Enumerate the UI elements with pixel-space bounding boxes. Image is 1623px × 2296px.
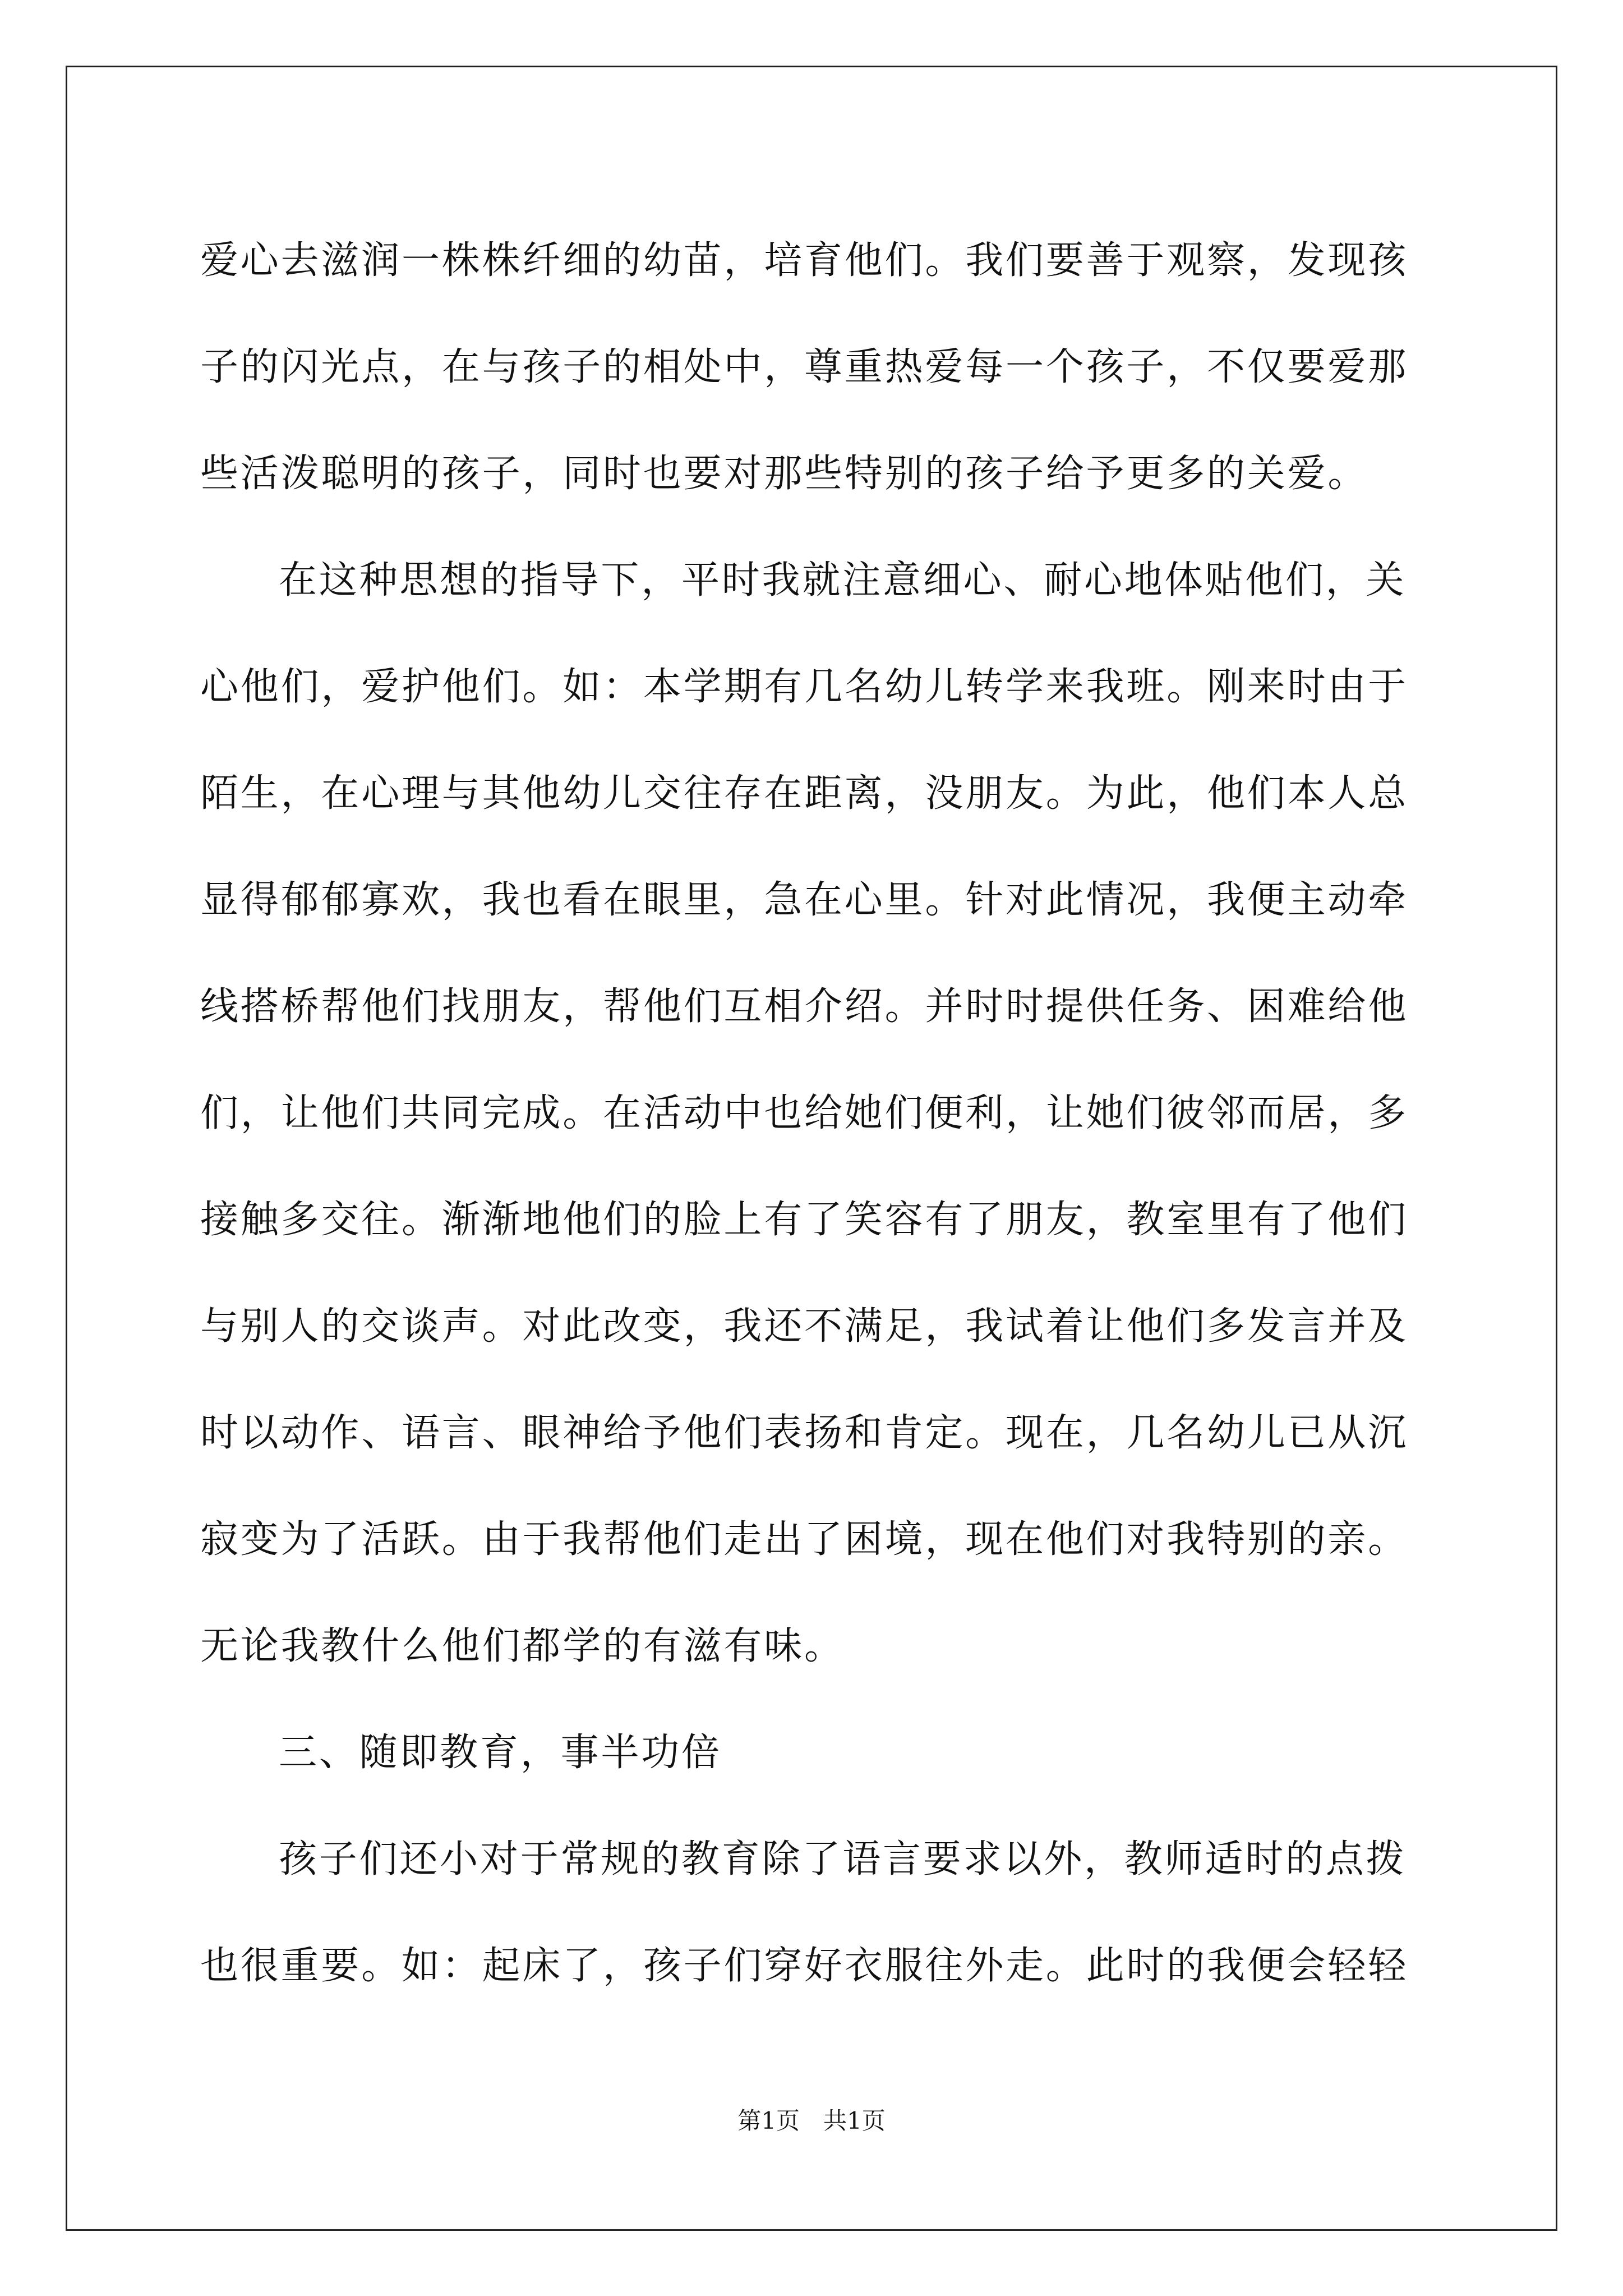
text-line: 爱心去滋润一株株纤细的幼苗，培育他们。我们要善于观察，发现孩 [200, 238, 1409, 283]
text-line: 显得郁郁寡欢，我也看在眼里，急在心里。针对此情况，我便主动牵 [200, 878, 1409, 922]
text-line: 线搭桥帮他们找朋友，帮他们互相介绍。并时时提供任务、困难给他 [200, 984, 1409, 1029]
text-line: 孩子们还小对于常规的教育除了语言要求以外，教师适时的点拨 [279, 1837, 1407, 1881]
text-line: 也很重要。如：起床了，孩子们穿好衣服往外走。此时的我便会轻轻 [200, 1944, 1409, 1988]
text-line: 寂变为了活跃。由于我帮他们走出了困境，现在他们对我特别的亲。 [200, 1517, 1409, 1562]
document-body [200, 208, 1434, 2019]
text-line: 心他们，爱护他们。如：本学期有几名幼儿转学来我班。刚来时由于 [200, 665, 1409, 709]
text-line: 无论我教什么他们都学的有滋有味。 [200, 1624, 845, 1668]
text-line: 些活泼聪明的孩子，同时也要对那些特别的孩子给予更多的关爱。 [200, 452, 1368, 496]
text-line: 在这种思想的指导下，平时我就注意细心、耐心地体贴他们，关 [279, 558, 1407, 602]
text-line: 时以动作、语言、眼神给予他们表扬和肯定。现在，几名幼儿已从沉 [200, 1411, 1409, 1455]
text-line: 子的闪光点，在与孩子的相处中，尊重热爱每一个孩子，不仅要爱那 [200, 345, 1409, 389]
text-line: 接触多交往。渐渐地他们的脸上有了笑容有了朋友，教室里有了他们 [200, 1198, 1409, 1242]
page-number: 第1页 共1页 [737, 2107, 886, 2134]
text-line: 们，让他们共同完成。在活动中也给她们便利，让她们彼邻而居，多 [200, 1091, 1409, 1135]
text-line: 陌生，在心理与其他幼儿交往存在距离，没朋友。为此，他们本人总 [200, 771, 1409, 816]
section-heading: 三、随即教育，事半功倍 [279, 1731, 722, 1775]
text-line: 与别人的交谈声。对此改变，我还不满足，我试着让他们多发言并及 [200, 1304, 1409, 1349]
